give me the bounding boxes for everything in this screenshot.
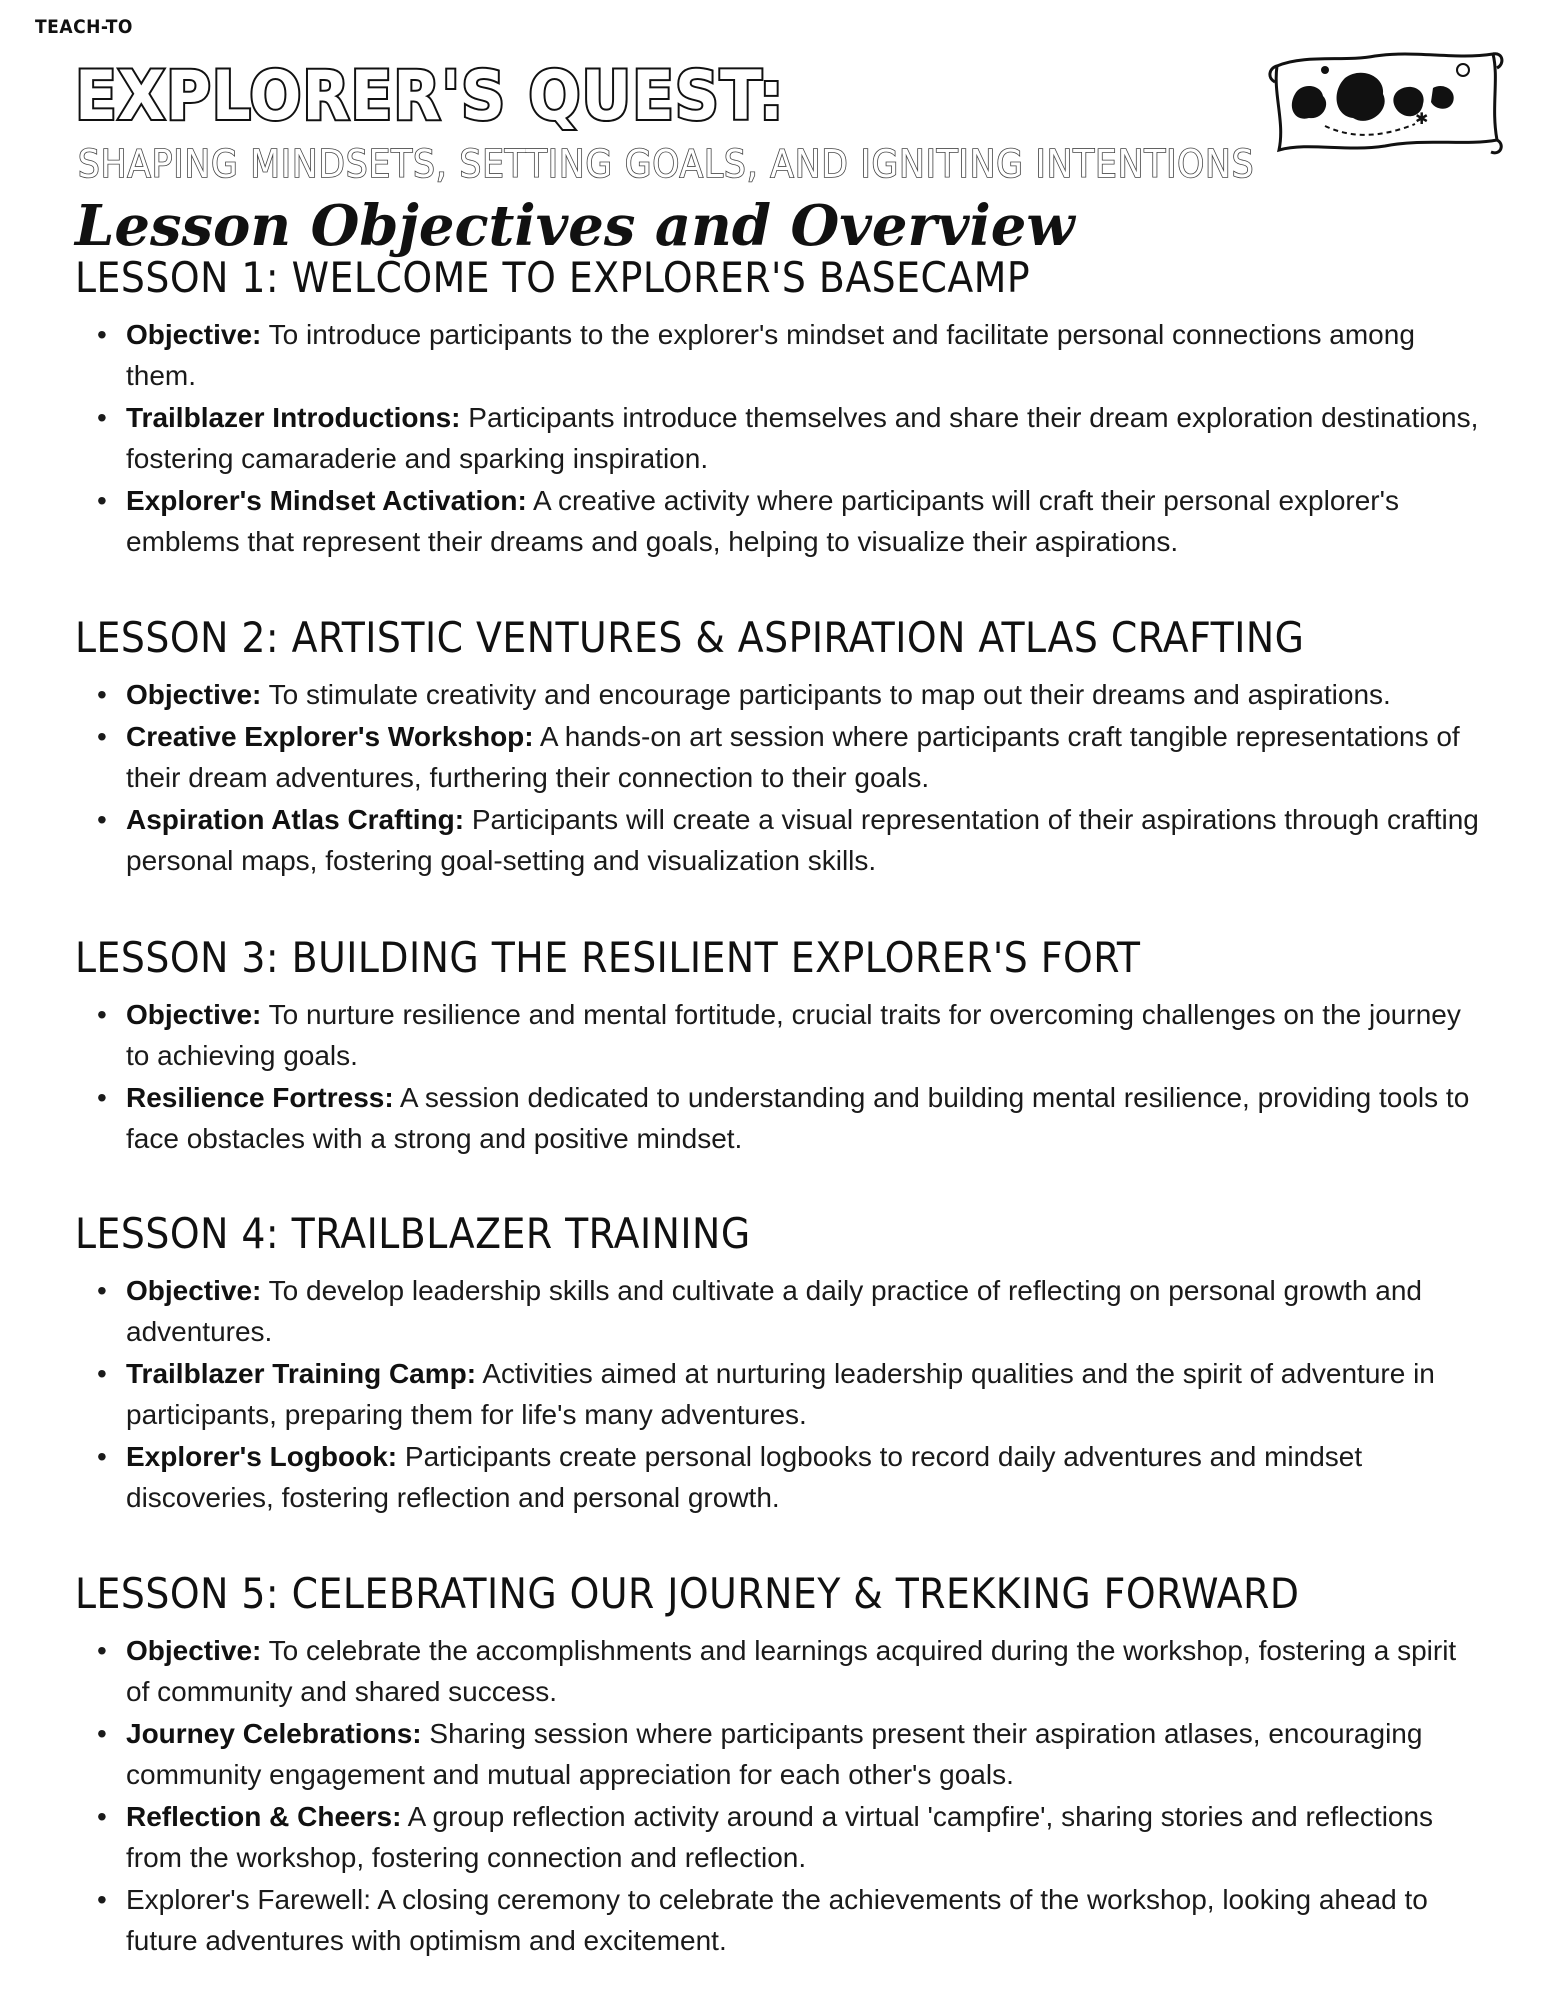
item-label: Objective: <box>126 679 262 710</box>
lesson-1-heading: LESSON 1: WELCOME TO EXPLORER'S BASECAMP <box>75 253 1031 302</box>
page-subtitle: SHAPING MINDSETS, SETTING GOALS, AND IGNITING INTENTIONS <box>78 142 1255 186</box>
item-text: Sharing session where participants present their aspiration atlases, encouraging community engagement and mutual appreciation for each other's goals. <box>126 1718 1423 1790</box>
item-text: Participants will create a visual representation of their aspirations through crafting personal maps, fostering goal-setting and visualization skills. <box>126 804 1479 876</box>
list-item <box>75 799 1485 881</box>
bullet-icon: • <box>97 402 107 433</box>
list-item <box>75 1796 1485 1878</box>
bullet-icon: • <box>97 999 107 1030</box>
bullet-icon: • <box>97 1718 107 1749</box>
bullet-icon: • <box>97 1884 107 1915</box>
item-text: To celebrate the accomplishments and learnings acquired during the workshop, fostering a spirit of community and shared success. <box>126 1635 1457 1707</box>
bullet-icon: • <box>97 1441 107 1472</box>
item-text: A group reflection activity around a virtual 'campfire', sharing stories and reflections from the workshop, fostering connection and reflection. <box>126 1801 1434 1873</box>
item-label: Explorer's Logbook: <box>126 1441 398 1472</box>
item-label: Creative Explorer's Workshop: <box>126 721 534 752</box>
bullet-icon: • <box>97 1635 107 1666</box>
lesson-5-list <box>75 1630 1485 1961</box>
bullet-icon: • <box>97 1275 107 1306</box>
list-item <box>75 1077 1485 1159</box>
item-text: A hands-on art session where participants craft tangible representations of their dream adventures, furthering their connection to their goals. <box>126 721 1460 793</box>
lesson-2-heading: LESSON 2: ARTISTIC VENTURES & ASPIRATION ATLAS CRAFTING <box>75 613 1305 662</box>
bullet-icon: • <box>97 1358 107 1389</box>
bullet-icon: • <box>97 319 107 350</box>
bullet-icon: • <box>97 1082 107 1113</box>
item-text: A session dedicated to understanding and building mental resilience, providing tools to face obstacles with a strong and positive mindset. <box>126 1082 1470 1154</box>
item-label: Objective: <box>126 1275 262 1306</box>
item-text: Participants introduce themselves and share their dream exploration destinations, fostering camaraderie and sparking inspiration. <box>126 402 1479 474</box>
page-title: EXPLORER'S QUEST: <box>75 57 785 136</box>
bullet-icon: • <box>97 721 107 752</box>
treasure-map-scroll-icon <box>1265 48 1505 160</box>
list-item <box>75 480 1485 562</box>
svg-text:✱: ✱ <box>1415 109 1429 128</box>
item-text: Activities aimed at nurturing leadership qualities and the spirit of adventure in participants, preparing them for life's many adventures. <box>126 1358 1435 1430</box>
list-item <box>75 716 1485 798</box>
list-item <box>75 1436 1485 1518</box>
item-text: To develop leadership skills and cultivate a daily practice of reflecting on personal growth and adventures. <box>126 1275 1422 1347</box>
list-item <box>75 1630 1485 1712</box>
list-item <box>75 397 1485 479</box>
lesson-4-section <box>75 1208 1485 1519</box>
item-text: To introduce participants to the explorer's mindset and facilitate personal connections among them. <box>126 319 1415 391</box>
bullet-icon: • <box>97 679 107 710</box>
list-item <box>75 1353 1485 1435</box>
lesson-4-heading: LESSON 4: TRAILBLAZER TRAINING <box>75 1209 751 1258</box>
lesson-3-list <box>75 994 1485 1159</box>
item-text: Explorer's Farewell: A closing ceremony to celebrate the achievements of the workshop, looking ahead to future adventures with optimism and excitement. <box>126 1884 1428 1956</box>
bullet-icon: • <box>97 485 107 516</box>
bullet-icon: • <box>97 1801 107 1832</box>
list-item <box>75 994 1485 1076</box>
item-label: Aspiration Atlas Crafting: <box>126 804 465 835</box>
lesson-2-section <box>75 612 1485 882</box>
item-label: Objective: <box>126 319 262 350</box>
lesson-1-section <box>75 252 1485 563</box>
list-item <box>75 1270 1485 1352</box>
lesson-3-section <box>75 932 1485 1160</box>
list-item <box>75 314 1485 396</box>
lesson-5-heading: LESSON 5: CELEBRATING OUR JOURNEY & TREKKING FORWARD <box>75 1569 1300 1618</box>
item-label: Objective: <box>126 999 262 1030</box>
item-label: Resilience Fortress: <box>126 1082 394 1113</box>
bullet-icon: • <box>97 804 107 835</box>
lesson-4-list <box>75 1270 1485 1518</box>
item-label: Explorer's Mindset Activation: <box>126 485 527 516</box>
item-label: Journey Celebrations: <box>126 1718 422 1749</box>
lesson-5-section <box>75 1568 1485 1962</box>
item-label: Trailblazer Introductions: <box>126 402 461 433</box>
list-item <box>75 1713 1485 1795</box>
item-text: To nurture resilience and mental fortitude, crucial traits for overcoming challenges on the journey to achieving goals. <box>126 999 1461 1071</box>
item-text: To stimulate creativity and encourage participants to map out their dreams and aspirations. <box>261 679 1391 710</box>
section-heading: Lesson Objectives and Overview <box>75 193 1075 259</box>
item-label: Objective: <box>126 1635 262 1666</box>
list-item <box>75 1879 1485 1961</box>
item-text: A creative activity where participants will craft their personal explorer's emblems that represent their dreams and goals, helping to visualize their aspirations. <box>126 485 1399 557</box>
lesson-3-heading: LESSON 3: BUILDING THE RESILIENT EXPLORER'S FORT <box>75 933 1141 982</box>
lesson-2-list <box>75 674 1485 881</box>
lesson-1-list <box>75 314 1485 562</box>
item-label: Reflection & Cheers: <box>126 1801 402 1832</box>
item-text: Participants create personal logbooks to record daily adventures and mindset discoveries, fostering reflection and personal growth. <box>126 1441 1363 1513</box>
list-item <box>75 674 1485 715</box>
item-label: Trailblazer Training Camp: <box>126 1358 477 1389</box>
brand-label: TEACH-TO <box>35 16 133 38</box>
